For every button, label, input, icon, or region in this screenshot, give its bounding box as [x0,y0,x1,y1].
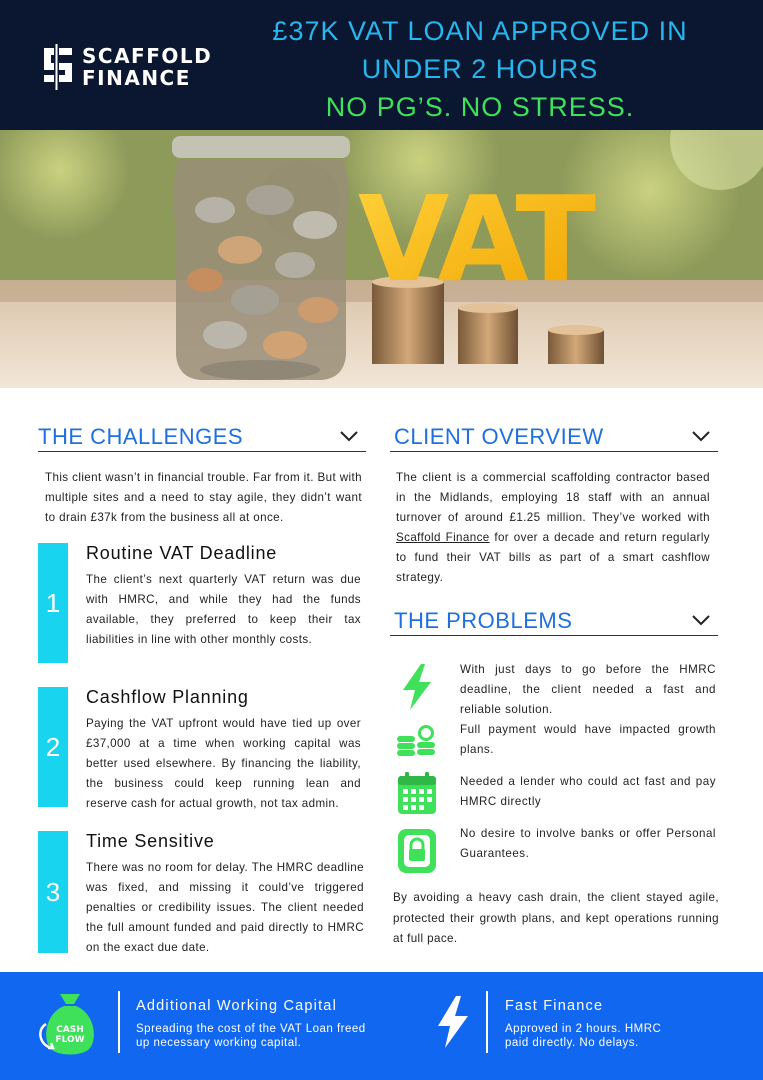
flow-label: FLOW [55,1035,85,1045]
overview-text-part-1: The client is a commercial scaffolding contractor based in the Midlands, employing 18 staff with an annual turnover of around £1.25 million. They’ve worked with [396,471,710,524]
chevron-down-icon[interactable] [340,430,358,442]
step-text-3: There was no room for delay. The HMRC deadline was fixed, and missing it could’ve triggered penalties or credibility issues. The client needed the full amount funded and paid directly to HMRC on the exact due date. [86,861,364,954]
problem-text-4: No desire to involve banks or offer Personal Guarantees. [460,827,716,860]
lock-shield-icon [395,826,439,876]
step-text-2: Paying the VAT upfront would have tied up over £37,000 at a time when working capital was better used elsewhere. By financing the liability, the business could keep running lean and reserve cash for actual growth, not tax admin. [86,717,361,810]
overview-text-part-2: for over a decade and return regularly to fund their VAT bills as part of a smart cashflow strategy. [396,531,710,584]
step-number-2: 2 [38,687,68,807]
footer-divider-2 [486,991,488,1053]
feature-text-1b: up necessary working capital. [136,1037,302,1049]
headline-line-3: NO PG’S. NO STRESS. [325,92,635,122]
header-banner [0,0,763,130]
feature-text-2a: Approved in 2 hours. HMRC [505,1023,662,1035]
step-title-1: Routine VAT Deadline [86,543,278,563]
brand-line-1: SCAFFOLD [82,44,213,68]
cash-flow-bag-icon [38,990,102,1058]
headline-line-2: UNDER 2 HOURS [361,54,599,84]
money-stack-icon [395,722,439,772]
problems-conclusion: By avoiding a heavy cash drain, the client stayed agile, protected their growth plans, and kept operations running at full pace. [393,891,719,945]
feature-title-2: Fast Finance [505,998,604,1014]
feature-text-1a: Spreading the cost of the VAT Loan freed [136,1023,366,1035]
headline-line-1: £37K VAT LOAN APPROVED IN [272,16,688,46]
challenges-header[interactable] [38,424,366,452]
problems-title: THE PROBLEMS [394,608,573,633]
scaffold-finance-logo[interactable] [40,44,212,90]
scaffold-finance-link[interactable]: Scaffold Finance [396,531,490,544]
brand-line-2: FINANCE [82,66,191,90]
coin-jar-vat-illustration [0,130,763,388]
overview-header[interactable] [390,424,718,452]
footer-divider-1 [118,991,120,1053]
overview-title: CLIENT OVERVIEW [394,424,604,449]
feature-title-1: Additional Working Capital [136,998,337,1014]
lightning-icon [434,994,472,1050]
step-number-3: 3 [38,831,68,953]
step-number-1: 1 [38,543,68,663]
step-title-3: Time Sensitive [86,831,215,851]
overview-text [396,468,710,588]
chevron-down-icon[interactable] [692,614,710,626]
chevron-down-icon[interactable] [692,430,710,442]
step-title-2: Cashflow Planning [86,687,249,707]
challenges-intro: This client wasn’t in financial trouble. Far from it. But with multiple sites and a need to stay agile, they didn’t want to drain £37k from the business all at once. [45,471,362,524]
challenges-title: THE CHALLENGES [38,424,244,449]
step-text-1: The client’s next quarterly VAT return was due with HMRC, and while they had the funds available, they preferred to keep their tax liabilities in line with other monthly costs. [86,573,361,646]
problems-header[interactable] [390,608,718,636]
hero-image [0,130,763,388]
logo-mark-icon [40,44,76,90]
calendar-icon [395,770,439,820]
feature-text-2b: paid directly. No delays. [505,1037,639,1049]
footer-features [0,972,763,1080]
problem-text-3: Needed a lender who could act fast and pay HMRC directly [460,775,716,808]
problem-text-2: Full payment would have impacted growth plans. [460,723,716,756]
problem-text-1: With just days to go before the HMRC deadline, the client needed a fast and reliable solution. [460,663,716,716]
headline [220,12,740,126]
lightning-icon [395,662,439,712]
cash-label: CASH [56,1025,84,1035]
vat-sign-text: VAT [358,170,592,308]
